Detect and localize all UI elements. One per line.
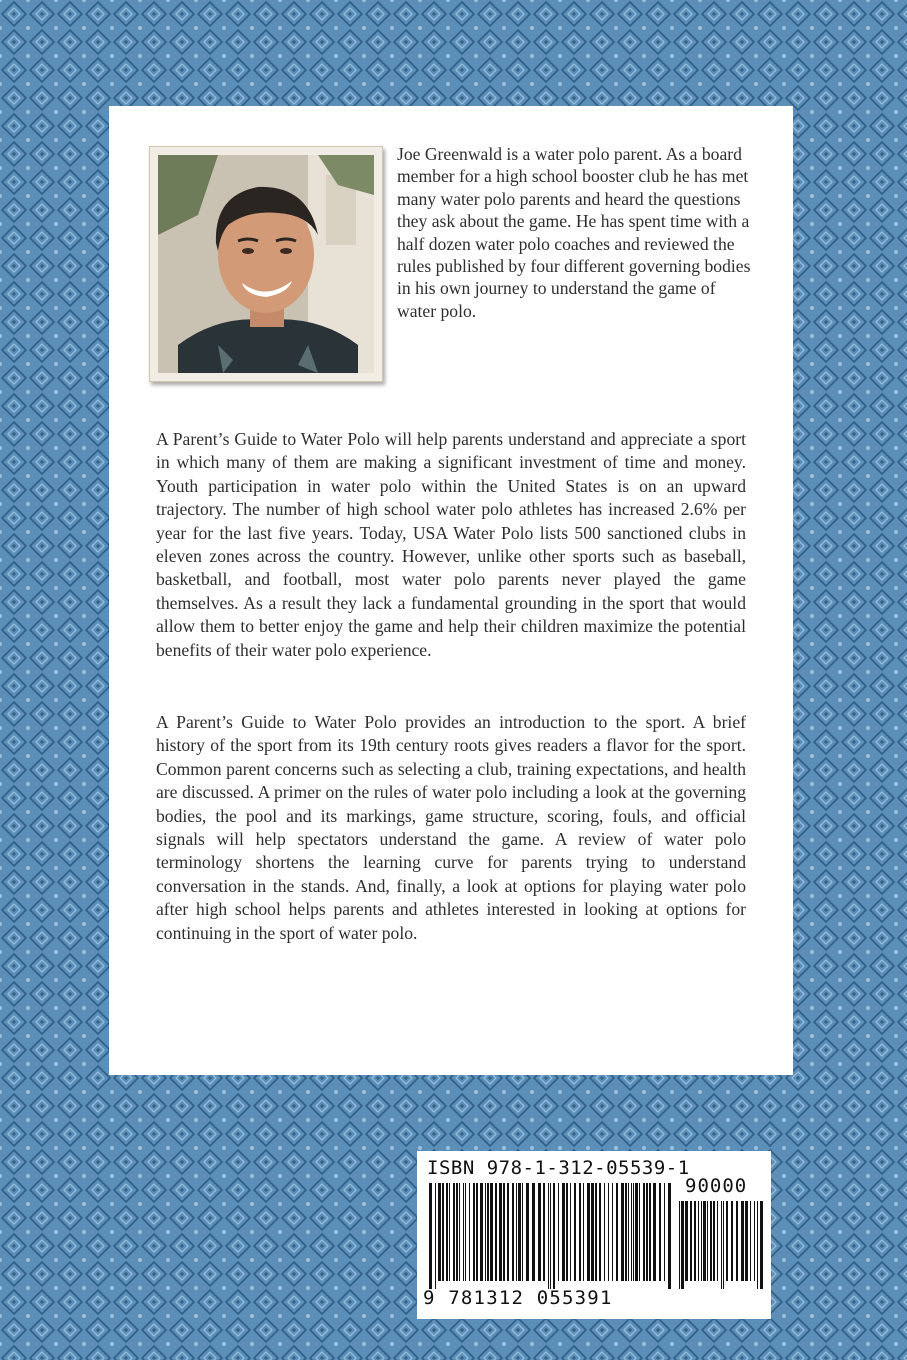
barcode-bar <box>681 1201 684 1289</box>
barcode-bar <box>646 1183 648 1281</box>
barcode-bar <box>538 1183 541 1281</box>
barcode-bar <box>459 1183 460 1281</box>
barcode-bar <box>476 1183 478 1281</box>
description-paragraph-1: A Parent’s Guide to Water Polo will help parents understand and appreciate a sport in which many of them are making a significant investment of time and money. Youth participation in water polo within the United States is on an upward trajectory. The number of high school water polo athletes has increased 2.6% per year for the last five years. Today, USA Water Polo lists 500 sanctioned clubs in eleven zones across the country. However, unlike other sports such as baseball, basketball, and football, most water polo parents never played the game themselves. As a result they lack a fundamental grounding in the sport that would allow them to better enjoy the game and help their children maximize the potential benefits of their water polo experience. <box>156 429 746 660</box>
barcode-bar <box>726 1201 728 1281</box>
barcode-bar <box>469 1183 470 1281</box>
barcode-bar <box>553 1183 555 1289</box>
barcode-bar <box>690 1201 692 1281</box>
barcode-bar <box>745 1201 748 1281</box>
barcode-bar <box>664 1183 665 1281</box>
barcode-bar <box>710 1201 712 1281</box>
barcode-bar <box>750 1201 751 1281</box>
barcode-bar <box>703 1201 706 1281</box>
barcode-bar <box>757 1201 758 1289</box>
barcode-bar <box>526 1183 529 1281</box>
barcode-bar <box>463 1183 464 1281</box>
back-cover-panel <box>109 106 793 1075</box>
barcode-bar <box>512 1183 514 1281</box>
barcode-bar <box>633 1183 634 1281</box>
barcode-bar <box>713 1201 715 1281</box>
barcode-bar <box>499 1183 502 1281</box>
barcode-bar <box>628 1183 629 1281</box>
barcode-bar <box>487 1183 489 1281</box>
barcode-bar <box>548 1183 549 1289</box>
barcode-bar <box>503 1183 505 1281</box>
barcode-bar <box>731 1201 733 1281</box>
barcode-bar <box>574 1183 576 1281</box>
barcode-bar <box>649 1183 651 1281</box>
barcode-bar <box>490 1183 493 1281</box>
barcode-bar <box>429 1183 432 1289</box>
description-paragraph-2: A Parent’s Guide to Water Polo provides an introduction to the sport. A brief history of the sport from its 19th century roots gives readers a flavor for the sport. Common parent concerns such as selecting a club, training expectations, and health are discussed. A primer on the rules of water polo including a look at the governing bodies, the pool and its markings, game structure, scoring, fouls, and official signals will help spectators understand the game. A review of water polo terminology shortens the learning curve for parents trying to understand conversation in the stands. And, finally, a look at options for playing water polo after high school helps parents and athletes interested in looking at options for continuing in the sport of water polo. <box>156 712 746 943</box>
barcode-bar <box>442 1183 444 1281</box>
barcode-bar <box>566 1183 568 1281</box>
barcode-box <box>417 1151 771 1319</box>
barcode-icon <box>429 1183 673 1289</box>
barcode-bar <box>698 1201 699 1281</box>
barcode-bar <box>625 1183 627 1281</box>
barcode-bar <box>754 1201 755 1281</box>
barcode-bar <box>446 1183 448 1281</box>
barcode-digits: 9 781312 055391 <box>423 1287 613 1309</box>
barcode-bar <box>723 1201 724 1289</box>
barcode-bar <box>558 1183 559 1281</box>
barcode-bar <box>579 1183 581 1281</box>
barcode-bar <box>679 1201 680 1289</box>
barcode-bar <box>736 1201 738 1281</box>
barcode-bar <box>616 1183 618 1281</box>
barcode-bar <box>516 1183 517 1281</box>
barcode-bar <box>653 1183 656 1281</box>
barcode-bar <box>507 1183 509 1281</box>
barcode-bar <box>595 1183 597 1281</box>
barcode-bar <box>438 1183 441 1281</box>
barcode-bar <box>717 1201 718 1281</box>
barcode-bar <box>543 1183 545 1281</box>
barcode-bar <box>550 1183 551 1289</box>
barcode-bar <box>522 1183 523 1281</box>
barcode-bar <box>668 1183 671 1289</box>
author-photo-icon <box>158 155 374 373</box>
barcode-bar <box>473 1183 475 1281</box>
barcode-bar <box>643 1183 645 1281</box>
author-bio: Joe Greenwald is a water polo parent. As a board member for a high school booster club he has met many water polo parents and heard the questions they ask about the game. He has spent time with a half dozen water polo coaches and reviewed the rules published by four different governing bodies in his own journey to understand the game of water polo. <box>397 144 751 321</box>
barcode-bar <box>659 1183 661 1281</box>
barcode-bar <box>570 1183 571 1281</box>
barcode-bar <box>583 1183 584 1281</box>
barcode-bar <box>721 1201 722 1289</box>
barcode-bar <box>707 1201 708 1281</box>
barcode-bar <box>449 1183 450 1281</box>
barcode-bar <box>635 1183 638 1281</box>
barcode-bar <box>621 1183 624 1281</box>
barcode-bar <box>495 1183 497 1281</box>
barcode-bar <box>631 1183 632 1281</box>
barcode-bar <box>480 1183 483 1281</box>
barcode-bar <box>591 1183 594 1281</box>
barcode-bar <box>685 1201 688 1281</box>
barcode-bar <box>741 1201 744 1281</box>
author-photo-frame <box>149 146 383 382</box>
barcode-bar <box>694 1201 696 1281</box>
isbn-label: ISBN 978-1-312-05539-1 <box>427 1157 690 1179</box>
barcode-bar <box>587 1183 590 1281</box>
barcode-bar <box>608 1183 609 1281</box>
barcode-bar <box>532 1183 535 1281</box>
barcode-bar <box>639 1183 640 1281</box>
barcode-bar <box>435 1183 436 1289</box>
barcode-bar <box>760 1201 763 1289</box>
price-code: 90000 <box>685 1175 748 1197</box>
barcode-bar <box>604 1183 605 1281</box>
barcode-bar <box>456 1183 458 1281</box>
barcode-bar <box>612 1183 613 1281</box>
barcode-bar <box>701 1201 702 1281</box>
addon-barcode-icon <box>679 1201 763 1289</box>
barcode-bar <box>562 1183 565 1281</box>
barcode-bar <box>453 1183 455 1281</box>
barcode-bar <box>465 1183 466 1281</box>
barcode-bar <box>485 1183 486 1281</box>
barcode-bar <box>599 1183 601 1281</box>
barcode-bar <box>518 1183 521 1281</box>
